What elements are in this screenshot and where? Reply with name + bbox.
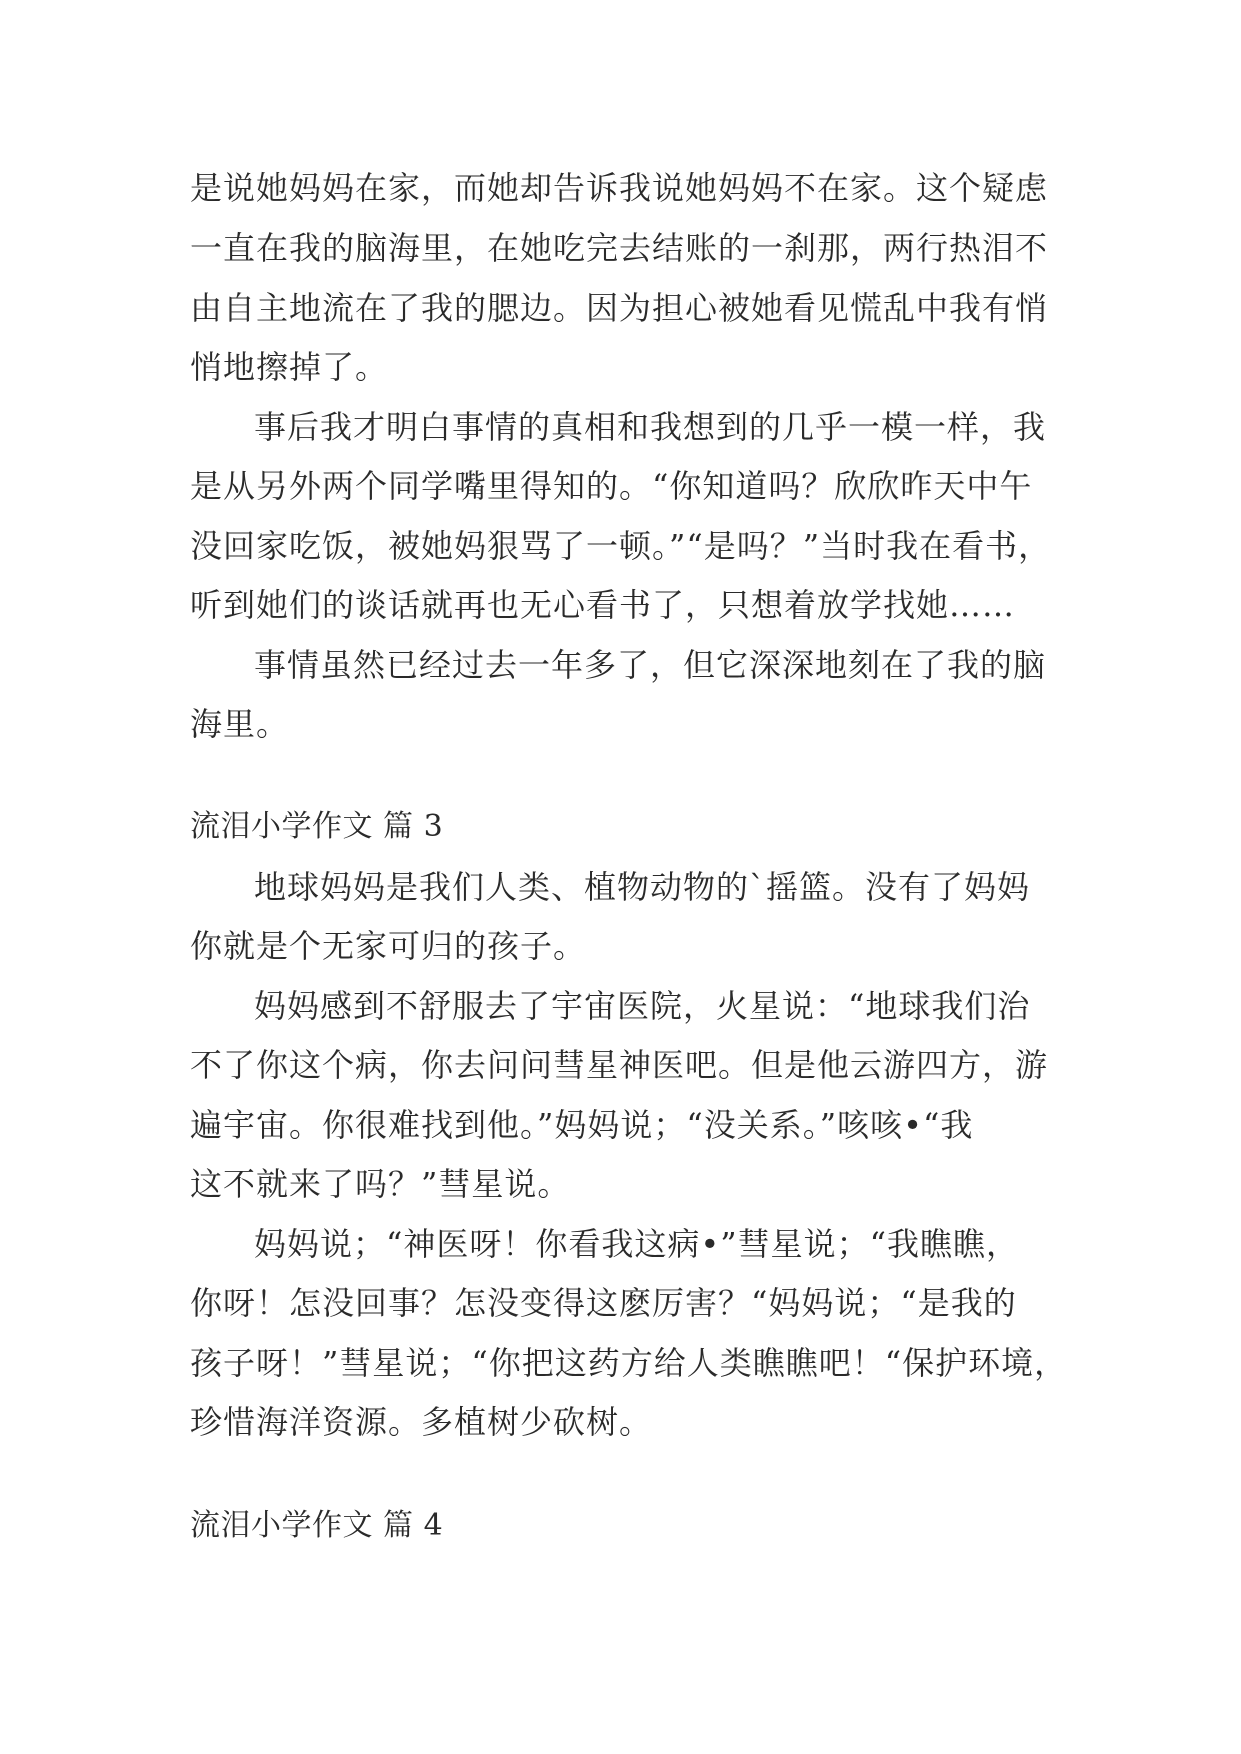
text-line: 是从另外两个同学嘴里得知的。“你知道吗？欣欣昨天中午 xyxy=(190,467,1033,505)
text-line: 悄地擦掉了。 xyxy=(190,348,389,386)
text-line: 不了你这个病，你去问问彗星神医吧。但是他云游四方，游 xyxy=(190,1046,1049,1084)
text-line: 妈妈说；“神医呀！你看我这病•”彗星说；“我瞧瞧， xyxy=(254,1225,1019,1263)
text-line: 遍宇宙。你很难找到他。”妈妈说；“没关系。”咳咳•“我 xyxy=(190,1106,974,1144)
text-line: 一直在我的脑海里，在她吃完去结账的一刹那，两行热泪不 xyxy=(190,229,1049,267)
text-line: 事后我才明白事情的真相和我想到的几乎一模一样，我 xyxy=(254,408,1047,446)
section-heading: 流泪小学作文 篇 3 xyxy=(190,809,444,844)
text-line: 是说她妈妈在家，而她却告诉我说她妈妈不在家。这个疑虑 xyxy=(190,169,1049,207)
section-heading: 流泪小学作文 篇 4 xyxy=(190,1508,444,1543)
text-line: 地球妈妈是我们人类、植物动物的`摇篮。没有了妈妈 xyxy=(254,868,1031,906)
text-line: 事情虽然已经过去一年多了，但它深深地刻在了我的脑 xyxy=(254,646,1047,684)
text-line: 孩子呀！”彗星说；“你把这药方给人类瞧瞧吧！“保护环境， xyxy=(190,1344,1068,1382)
text-line: 你呀！怎没回事？怎没变得这麽厉害？“妈妈说；“是我的 xyxy=(190,1284,1017,1322)
text-line: 由自主地流在了我的腮边。因为担心被她看见慌乱中我有悄 xyxy=(190,289,1049,327)
text-line: 珍惜海洋资源。多植树少砍树。 xyxy=(190,1403,653,1441)
text-line: 你就是个无家可归的孩子。 xyxy=(190,927,587,965)
text-line: 没回家吃饭，被她妈狠骂了一顿。”“是吗？”当时我在看书， xyxy=(190,527,1052,565)
text-line: 妈妈感到不舒服去了宇宙医院，火星说：“地球我们治 xyxy=(254,987,1031,1025)
text-line: 听到她们的谈话就再也无心看书了，只想着放学找她…… xyxy=(190,586,1016,624)
text-line: 这不就来了吗？”彗星说。 xyxy=(190,1165,571,1203)
text-line: 海里。 xyxy=(190,705,290,743)
